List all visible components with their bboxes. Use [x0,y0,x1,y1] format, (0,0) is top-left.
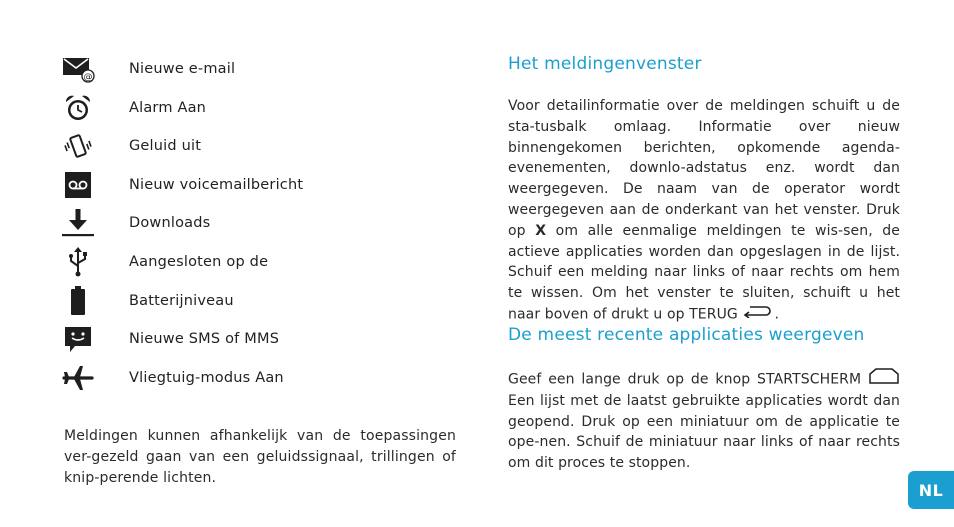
sms-icon [60,322,96,356]
battery-icon [60,284,96,318]
usb-icon [60,245,96,279]
notifications-paragraph [508,96,900,325]
voicemail-icon [60,168,96,202]
back-icon [742,304,774,325]
status-icon-row [60,91,460,130]
new-email-icon [60,52,96,86]
recent-apps-paragraph [508,368,900,474]
status-icon-row [60,361,460,400]
status-icon-label: Alarm Aan [129,99,207,116]
status-icon-label: Aangesloten op de [129,253,269,270]
x-key-label: X [535,222,547,239]
vibrate-icon [60,129,96,163]
paragraph-text: Een lijst met de laatst gebruikte applicaties wordt dan geopend. Druk op een miniatuur om de applicatie te ope-nen. Schuif de miniatuur naar links of naar rechts om dit proces te stoppen. [508,392,900,472]
home-icon [868,368,900,391]
paragraph-text: . [774,306,779,323]
svg-text:@: @ [83,72,93,83]
download-icon [60,206,96,240]
paragraph-text: Voor detailinformatie over de meldingen schuift u de sta-tusbalk omlaag. Informatie over nieuw binnengekomen berichten, opkomende agenda-evenementen, downlo-adstatus enz. wordt dan weergegeven. De naam van de operator wordt weergegeven aan de onderkant van het venster. Druk op [508,98,900,239]
status-icon-list [60,52,460,399]
alarm-clock-icon [60,91,96,125]
section-heading-notifications: Het meldingenvenster [508,54,702,74]
language-badge: NL [908,471,954,509]
status-icon-row [60,322,460,361]
status-icon-label: Nieuw voicemailbericht [129,176,304,193]
paragraph-text: om alle eenmalige meldingen te wis-sen, de actieve applicaties worden dan opgeslagen in de lijst. Schuif een melding naar links of naar rechts om hem te wissen. Om het venster te sluiten, schuift u het naar boven of drukt u op TERUG [508,222,900,323]
status-icon-label: Nieuwe e-mail [129,61,236,77]
status-icon-row [60,245,460,284]
status-icon-label: Geluid uit [129,138,202,155]
status-icon-label: Batterijniveau [129,292,234,309]
status-icon-label: Nieuwe SMS of MMS [129,331,280,348]
notification-note: Meldingen kunnen afhankelijk van de toepassingen ver-gezeld gaan van een geluidssignaal, trillingen of knip-perende lichten. [64,428,456,486]
airplane-icon [60,361,96,395]
status-icon-row [60,168,460,207]
status-icon-label: Downloads [129,215,211,232]
section-heading-recent-apps: De meest recente applicaties weergeven [508,325,865,345]
status-icon-row [60,129,460,168]
paragraph-text: Geef een lange druk op de knop STARTSCHERM [508,371,862,388]
status-icon-row [60,206,460,245]
status-icon-row [60,52,460,91]
status-icon-row [60,284,460,323]
status-icon-label: Vliegtuig-modus Aan [129,369,284,386]
